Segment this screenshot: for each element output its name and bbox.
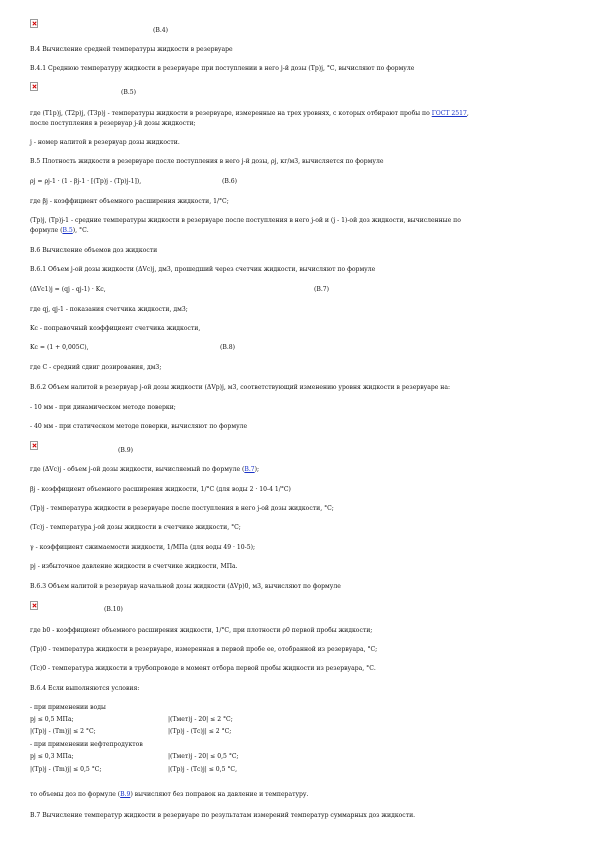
condition-oil-counter-temp: |(Tр)j - (Tс)j| ≤ 0,5 °С, xyxy=(168,766,238,773)
mean-temperature-definition-2 xyxy=(30,227,89,234)
static-method-line: - 40 мм - при статическом методе поверки, вычисляют по формуле xyxy=(30,423,248,430)
initial-tank-temperature-line: (Tр)0 - температура жидкости в резервуаре, измеренная в первой пробе ее, отобранной из резервуара, °С; xyxy=(30,646,378,653)
formula-b5-link[interactable]: В.5 xyxy=(62,227,73,234)
dose-volume-text-end: ); xyxy=(254,466,260,473)
condition-oil-pressure: pj ≤ 0,3 МПа; xyxy=(30,753,74,760)
condition-water-counter-temp: |(Tр)j - (Tс)j| ≤ 2 °С; xyxy=(168,728,232,735)
mean-temperature-definition: (Tр)j, (Tр)j-1 - средние температуры жидкости в резервуаре после поступления в него j-ой и (j - 1)-ой доз жидкости, вычисленные по xyxy=(30,217,461,224)
section-heading-b6: В.6 Вычисление объемов доз жидкости xyxy=(30,247,158,254)
equation-number-b10: (В.10) xyxy=(104,606,123,613)
formula-b7-link[interactable]: В.7 xyxy=(244,466,255,473)
broken-image-icon xyxy=(30,441,38,450)
where-text: где (T1р)j, (T2р)j, (T3р)j - температуры жидкости в резервуаре, измеренные на трех уровнях, с которых отбирают пробы по xyxy=(30,110,432,117)
conclusion-text: то объемы доз по формуле ( xyxy=(30,791,121,798)
equation-number-b8: (В.8) xyxy=(220,344,236,351)
paragraph-b64: В.6.4 Если выполняются условия: xyxy=(30,685,140,692)
equation-number-b9: (В.9) xyxy=(118,447,134,454)
formula-ref-text-end: ), °С. xyxy=(72,227,89,234)
initial-coefficient-line: где b0 - коэффициент объемного расширения жидкости, 1/°С, при плотности ρ0 первой пробы жидкости; xyxy=(30,627,373,634)
compressibility-line: γ - коэффициент сжимаемости жидкости, 1/МПа (для воды 49 · 10-5); xyxy=(30,544,256,551)
dose-number-definition: j - номер налитой в резервуар дозы жидкости. xyxy=(30,139,180,146)
conclusion-line xyxy=(30,791,308,798)
condition-oil-tank-temp: |(Tр)j - (Tm)j| ≤ 0,5 °С; xyxy=(30,766,102,773)
expansion-coefficient-line: βj - коэффициент объемного расширения жидкости, 1/°С (для воды 2 · 10-4 1/°С) xyxy=(30,486,291,493)
conclusion-text-end: ) вычисляют без поправок на давление и температуру. xyxy=(130,791,309,798)
broken-image-icon xyxy=(30,601,38,610)
correction-factor-definition: Kс - поправочный коэффициент счетчика жидкости, xyxy=(30,325,201,332)
paragraph-b41: В.4.1 Среднюю температуру жидкости в резервуаре при поступлении в него j-й дозы (Tр)j, °С, вычисляют по формуле xyxy=(30,65,415,72)
condition-water-pressure: pj ≤ 0,5 МПа; xyxy=(30,716,74,723)
where-text-end: , xyxy=(466,110,469,117)
paragraph-b62: В.6.2 Объем налитой в резервуар j-ой дозы жидкости (ΔVр)j, м3, соответствующий изменению уровня жидкости в резервуаре на: xyxy=(30,384,451,391)
formula-b9-link[interactable]: В.9 xyxy=(120,791,131,798)
formula-b7: (ΔVc1)j = (qj - qj-1) · Kс, xyxy=(30,286,106,293)
paragraph-b63: В.6.3 Объем налитой в резервуар начальной дозы жидкости (ΔVр)0, м3, вычисляют по формуле xyxy=(30,583,341,590)
conditions-oil-heading: - при применении нефтепродуктов xyxy=(30,741,143,748)
conditions-water-heading: - при применении воды xyxy=(30,704,106,711)
broken-image-icon xyxy=(30,82,38,91)
condition-oil-metal-temp: |(Tмет)j - 20| ≤ 0,5 °С; xyxy=(168,753,239,760)
paragraph-b5: В.5 Плотность жидкости в резервуаре после поступления в него j-й дозы, ρj, кг/м3, вычисляется по формуле xyxy=(30,158,384,165)
pressure-line: pj - избыточное давление жидкости в счетчике жидкости, МПа. xyxy=(30,563,238,570)
condition-water-tank-temp: |(Tр)j - (Tm)j| ≤ 2 °С; xyxy=(30,728,96,735)
equation-number-b4: (В.4) xyxy=(153,27,169,34)
formula-ref-text: формуле ( xyxy=(30,227,63,234)
dynamic-method-line: - 10 мм - при динамическом методе поверки; xyxy=(30,404,176,411)
tank-temperature-line: (Tр)j - температура жидкости в резервуаре после поступления в него j-ой дозы жидкости, °С; xyxy=(30,505,334,512)
dose-volume-definition xyxy=(30,466,259,473)
equation-number-b6: (В.6) xyxy=(222,178,238,185)
initial-pipe-temperature-line: (Tс)0 - температура жидкости в трубопроводе в момент отбора первой пробы жидкости из резервуара, °С. xyxy=(30,665,376,672)
condition-water-metal-temp: |(Tмет)j - 20| ≤ 2 °С; xyxy=(168,716,233,723)
section-heading-b4: В.4 Вычисление средней температуры жидкости в резервуаре xyxy=(30,46,233,53)
equation-number-b7: (В.7) xyxy=(314,286,330,293)
formula-b6: ρj = ρj-1 · (1 - βj-1 · [(Tр)j - (Tр)j-1]), xyxy=(30,178,142,185)
broken-image-icon xyxy=(30,19,38,28)
where-temperatures-line-2: после поступления в резервуар j-й дозы жидкости; xyxy=(30,120,196,127)
counter-temperature-line: (Tс)j - температура j-ой дозы жидкости в счетчике жидкости, °С; xyxy=(30,524,241,531)
counter-readings-definition: где qj, qj-1 - показания счетчика жидкости, дм3; xyxy=(30,306,188,313)
shift-definition: где C - средний сдвиг дозирования, дм3; xyxy=(30,364,162,371)
beta-definition: где βj - коэффициент объемного расширения жидкости, 1/°С; xyxy=(30,198,229,205)
gost-2517-link[interactable]: ГОСТ 2517 xyxy=(431,110,467,117)
section-heading-b7: В.7 Вычисление температур жидкости в резервуаре по результатам измерений температур суммарных доз жидкости. xyxy=(30,812,416,819)
formula-b8: Kс = (1 + 0,005C), xyxy=(30,344,89,351)
equation-number-b5: (В.5) xyxy=(121,89,137,96)
where-temperatures-line xyxy=(30,110,469,117)
paragraph-b61: В.6.1 Объем j-ой дозы жидкости (ΔVc)j, дм3, прошедший через счетчик жидкости, вычисляют по формуле xyxy=(30,266,376,273)
dose-volume-text: где (ΔVc)j - объем j-ой дозы жидкости, вычисляемый по формуле ( xyxy=(30,466,245,473)
